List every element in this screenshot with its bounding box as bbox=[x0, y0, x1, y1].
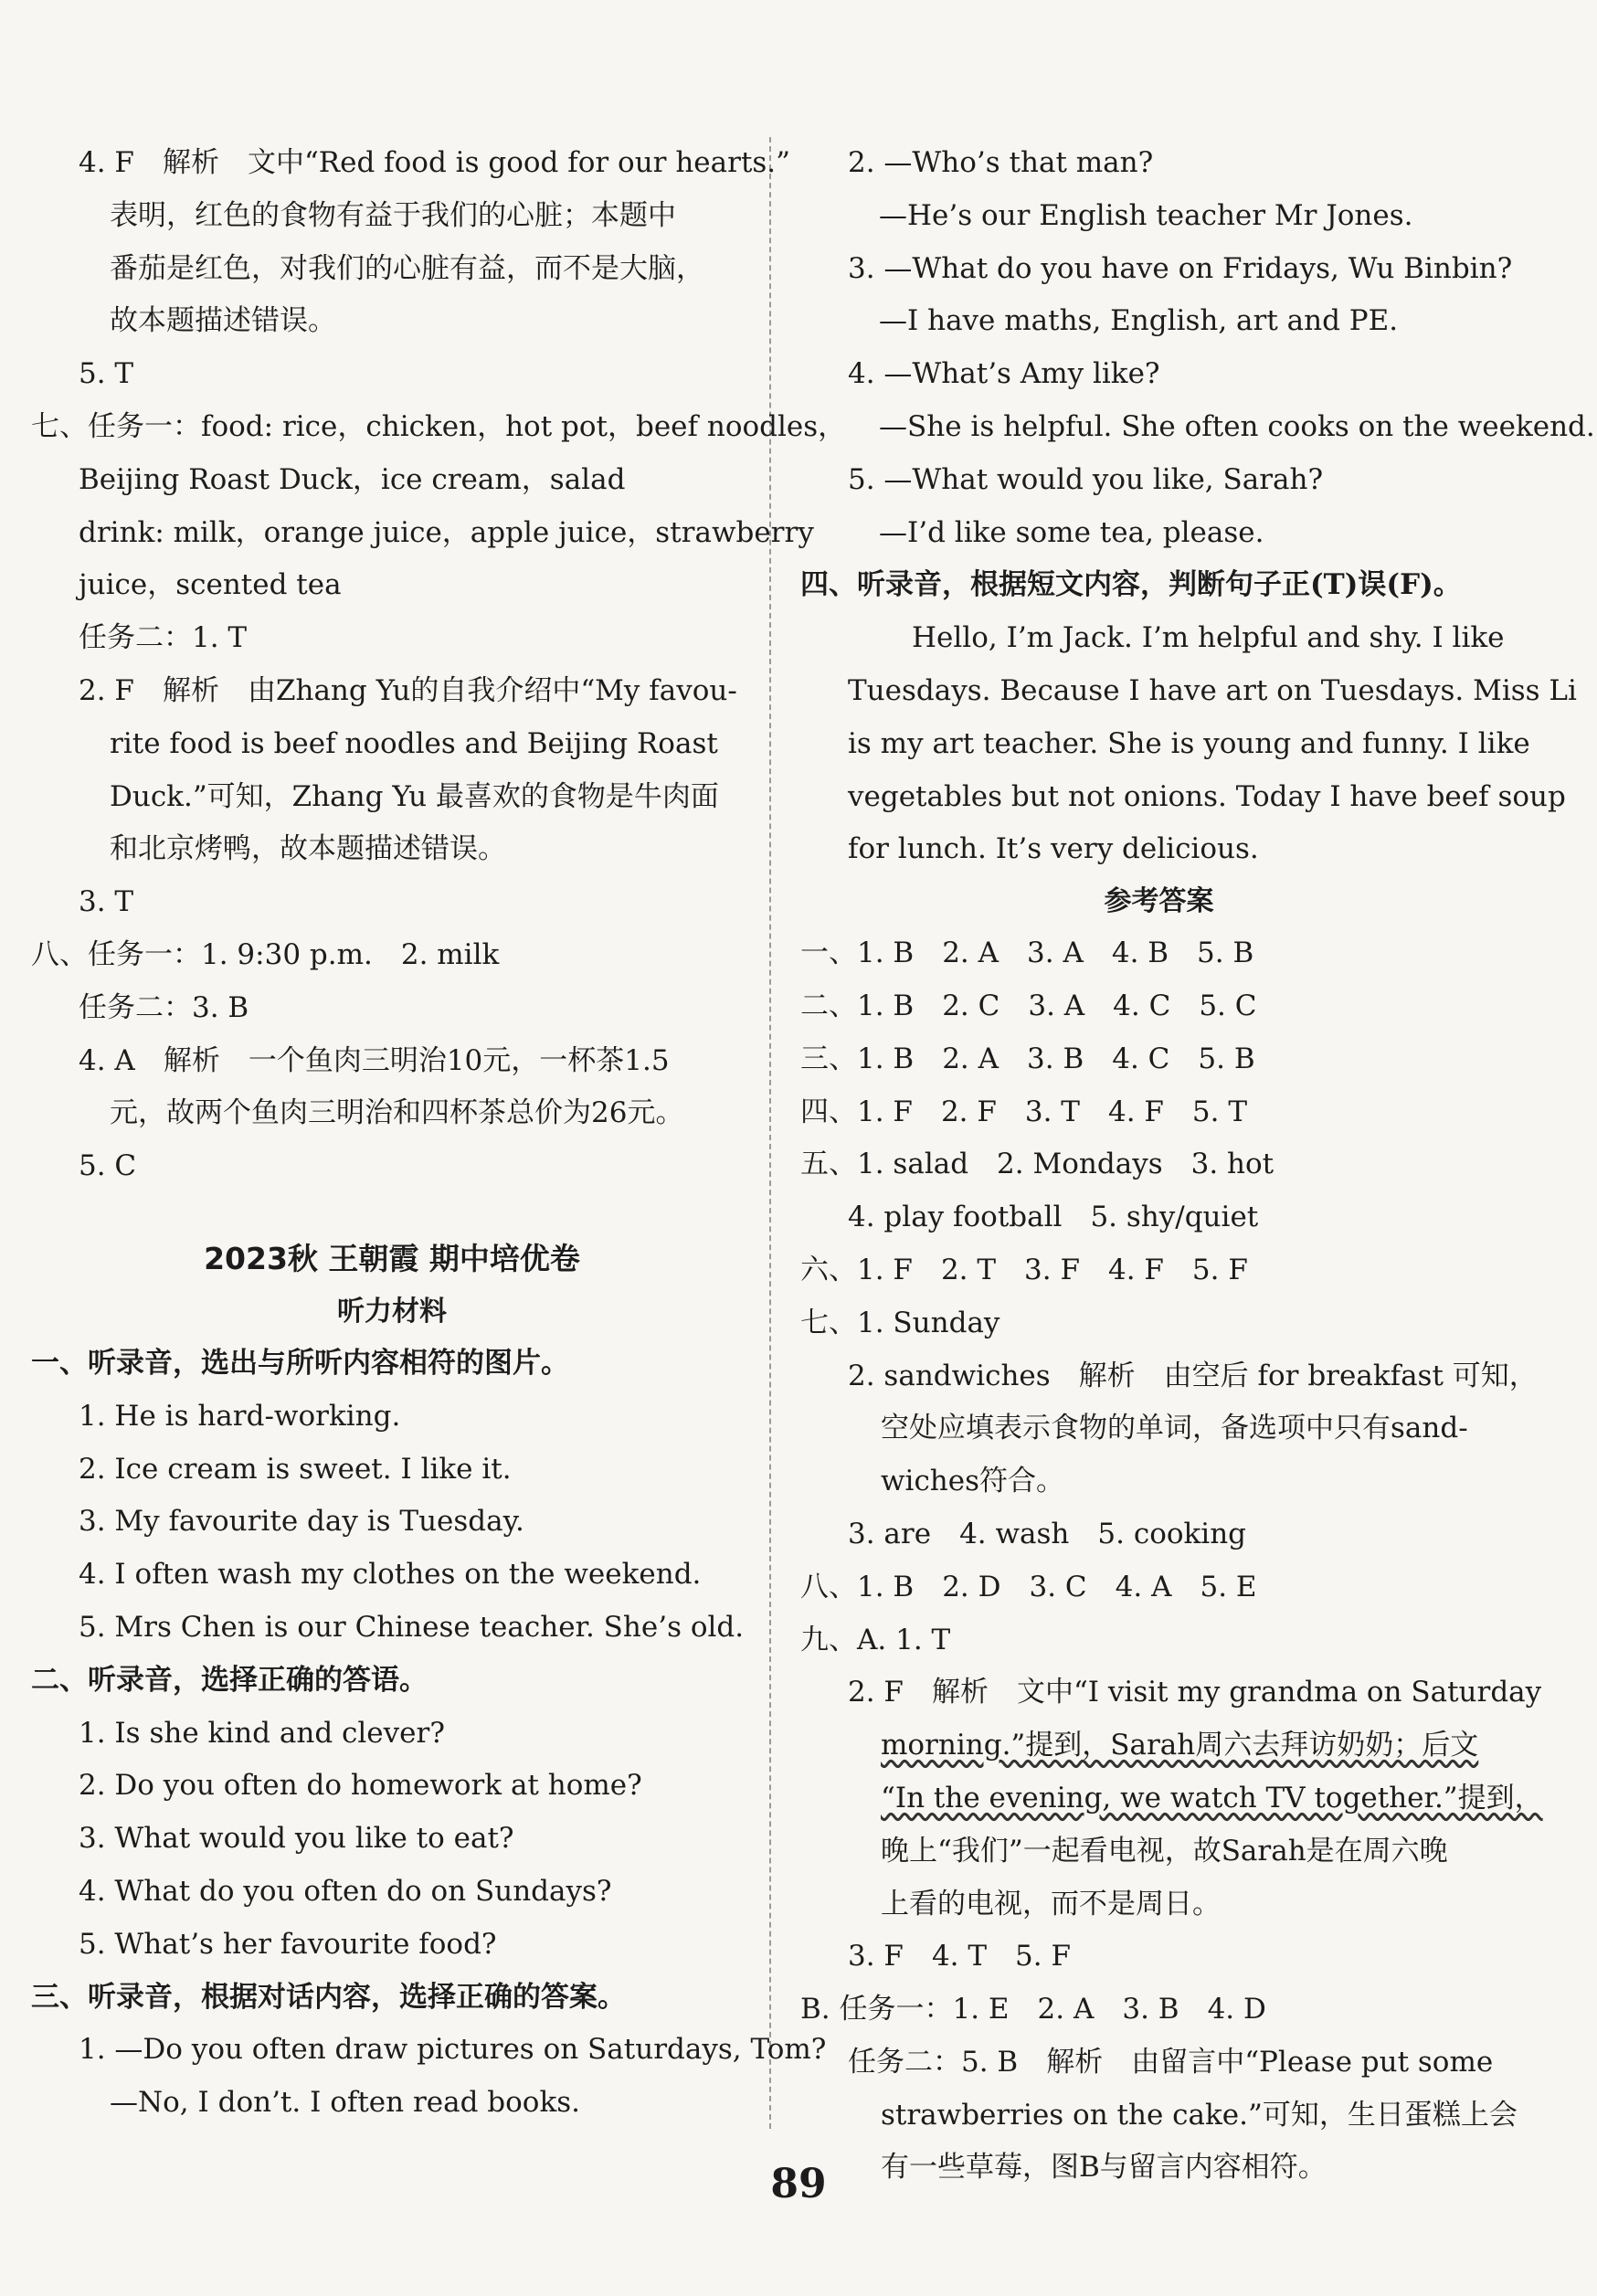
answer-row: 3. F 4. T 5. F bbox=[848, 1940, 1071, 1973]
text-line: —I’d like some tea, please. bbox=[879, 515, 1264, 549]
text-line: vegetables but not onions. Today I have beef soup bbox=[848, 779, 1566, 813]
text-line: Hello, I’m Jack. I’m helpful and shy. I like bbox=[912, 621, 1505, 655]
text-line: 4. —What’s Amy like? bbox=[848, 357, 1160, 391]
answer-row: 六、1. F 2. T 3. F 4. F 5. F bbox=[800, 1253, 1248, 1286]
section-heading: 一、听录音，选出与所听内容相符的图片。 bbox=[31, 1346, 569, 1380]
answer-key-title: 参考答案 bbox=[1104, 885, 1214, 918]
text-line: 5. What’s her favourite food? bbox=[79, 1927, 497, 1961]
answer-row: 九、A. 1. T bbox=[800, 1623, 951, 1656]
text-line: 晚上“我们”一起看电视，故Sarah是在周六晚 bbox=[881, 1834, 1448, 1867]
text-line: 任务二：5. B 解析 由留言中“Please put some bbox=[848, 2045, 1494, 2079]
right-column bbox=[800, 137, 1595, 2195]
text-line: 番茄是红色，对我们的心脏有益，而不是大脑， bbox=[110, 251, 704, 285]
text-line: 上看的电视，而不是周日。 bbox=[881, 1887, 1221, 1920]
answer-row: 八、1. B 2. D 3. C 4. A 5. E bbox=[800, 1570, 1257, 1603]
text-line: 任务二：1. T bbox=[79, 621, 248, 655]
section-title-listening: 听力材料 bbox=[337, 1295, 447, 1328]
text-line: rite food is beef noodles and Beijing Roast bbox=[110, 726, 718, 760]
text-line: wiches符合。 bbox=[881, 1465, 1065, 1498]
text-line: 2. —Who’s that man? bbox=[848, 146, 1154, 179]
text-line: —No, I don’t. I often read books. bbox=[110, 2086, 581, 2120]
text-line: 空处应填表示食物的单词，备选项中只有sand- bbox=[881, 1412, 1468, 1445]
section-heading: 七、任务一：food: rice，chicken，hot pot，beef noodles， bbox=[31, 409, 847, 443]
text-line: 表明，红色的食物有益于我们的心脏；本题中 bbox=[110, 198, 676, 232]
text-line: is my art teacher. She is young and funny. I like bbox=[848, 726, 1530, 760]
page-number: 89 bbox=[770, 2161, 827, 2207]
section-heading: 三、听录音，根据对话内容，选择正确的答案。 bbox=[31, 1980, 626, 2014]
text-line: 2. F 解析 文中“I visit my grandma on Saturday bbox=[848, 1676, 1542, 1709]
text-line: “In the evening, we watch TV together.”提到， bbox=[881, 1781, 1543, 1815]
answer-row: 四、1. F 2. F 3. T 4. F 5. T bbox=[800, 1095, 1248, 1128]
text-line: 元，故两个鱼肉三明治和四杯茶总价为26元。 bbox=[110, 1096, 684, 1130]
answer-row: 三、1. B 2. A 3. B 4. C 5. B bbox=[800, 1042, 1255, 1075]
text-line: strawberries on the cake.”可知，生日蛋糕上会 bbox=[881, 2098, 1518, 2132]
text-line: drink: milk，orange juice，apple juice，strawberry bbox=[79, 515, 814, 549]
answer-row: 二、1. B 2. C 3. A 4. C 5. C bbox=[800, 989, 1257, 1022]
text-line: for lunch. It’s very delicious. bbox=[848, 832, 1259, 866]
answer-row: 一、1. B 2. A 3. A 4. B 5. B bbox=[800, 936, 1254, 970]
text-line: 5. —What would you like, Sarah? bbox=[848, 462, 1324, 496]
text-line: 2. Do you often do homework at home? bbox=[79, 1769, 642, 1803]
text-line: 5. Mrs Chen is our Chinese teacher. She’s old. bbox=[79, 1610, 745, 1644]
text-line: 2. F 解析 由Zhang Yu的自我介绍中“My favou- bbox=[79, 673, 737, 707]
text-line: —He’s our English teacher Mr Jones. bbox=[879, 198, 1413, 232]
text-line: 2. Ice cream is sweet. I like it. bbox=[79, 1452, 512, 1486]
text-line: 1. Is she kind and clever? bbox=[79, 1716, 445, 1750]
section-heading: 二、听录音，选择正确的答语。 bbox=[31, 1663, 428, 1697]
answer-row: 3. are 4. wash 5. cooking bbox=[848, 1517, 1247, 1550]
answer-row: 五、1. salad 2. Mondays 3. hot bbox=[800, 1148, 1274, 1181]
text-line: 4. F 解析 文中“Red food is good for our hearts.” bbox=[79, 146, 791, 179]
text-line: 2. sandwiches 解析 由空后 for breakfast 可知， bbox=[848, 1359, 1538, 1392]
text-line: 任务二：3. B bbox=[79, 990, 249, 1024]
section-heading: 四、听录音，根据短文内容，判断句子正(T)误(F)。 bbox=[800, 568, 1462, 602]
text-line: 4. What do you often do on Sundays? bbox=[79, 1874, 612, 1908]
text-line: 和北京烤鸭，故本题描述错误。 bbox=[110, 832, 506, 866]
left-column bbox=[31, 137, 847, 2130]
exam-title: 2023秋 王朝霞 期中培优卷 bbox=[204, 1240, 580, 1276]
text-line: 4. A 解析 一个鱼肉三明治10元，一杯茶1.5 bbox=[79, 1043, 670, 1077]
text-line: Duck.”可知，Zhang Yu 最喜欢的食物是牛肉面 bbox=[110, 779, 719, 813]
spacer bbox=[31, 1193, 753, 1232]
text-line: 故本题描述错误。 bbox=[110, 304, 336, 338]
text-line: 3. What would you like to eat? bbox=[79, 1822, 514, 1856]
text-line: 5. C bbox=[79, 1149, 137, 1183]
answer-row: B. 任务一：1. E 2. A 3. B 4. D bbox=[800, 1993, 1266, 2026]
text-line: 1. —Do you often draw pictures on Saturdays, Tom? bbox=[79, 2033, 827, 2067]
text-line: —She is helpful. She often cooks on the weekend. bbox=[879, 409, 1595, 443]
text-line: juice，scented tea bbox=[79, 568, 342, 602]
answer-row: 七、1. Sunday bbox=[800, 1306, 1000, 1339]
text-line: 3. My favourite day is Tuesday. bbox=[79, 1505, 524, 1539]
text-line: 5. T bbox=[79, 357, 134, 391]
text-line: Tuesdays. Because I have art on Tuesdays. Miss Li bbox=[848, 673, 1577, 707]
text-line: 4. I often wash my clothes on the weekend. bbox=[79, 1558, 702, 1592]
text-line: 3. —What do you have on Fridays, Wu Binbin? bbox=[848, 251, 1513, 285]
text-line: —I have maths, English, art and PE. bbox=[879, 304, 1399, 338]
answer-row: 4. play football 5. shy/quiet bbox=[848, 1201, 1259, 1234]
section-heading: 八、任务一：1. 9:30 p.m. 2. milk bbox=[31, 937, 500, 971]
text-line: Beijing Roast Duck，ice cream，salad bbox=[79, 462, 626, 496]
text-line: 有一些草莓，图B与留言内容相符。 bbox=[881, 2151, 1327, 2185]
text-line: 1. He is hard-working. bbox=[79, 1399, 401, 1433]
text-line: morning.”提到，Sarah周六去拜访奶奶；后文 bbox=[881, 1729, 1479, 1762]
text-line: 3. T bbox=[79, 885, 134, 919]
